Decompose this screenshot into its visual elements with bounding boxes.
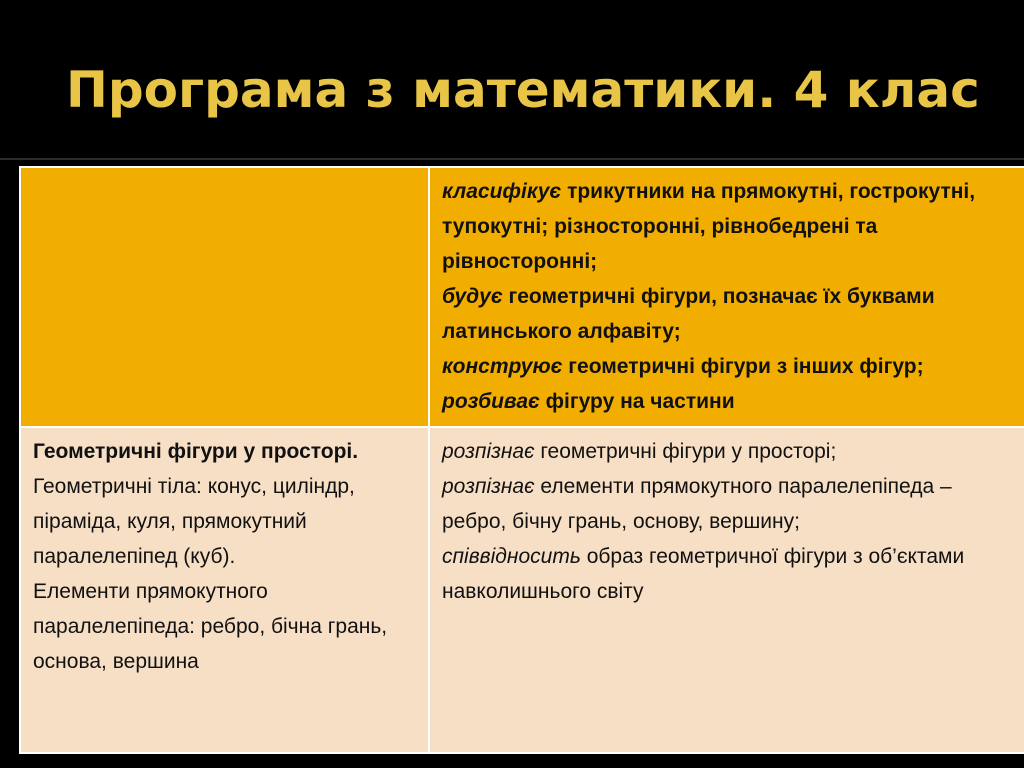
- outcome-text: геометричні фігури, позначає їх буквами латинського алфавіту;: [442, 285, 935, 343]
- outcome-line: [442, 434, 1020, 469]
- table-cell-outcomes: [429, 427, 1024, 753]
- table-cell-content: [20, 427, 429, 753]
- curriculum-table: [19, 166, 1024, 754]
- outcome-line: [442, 174, 1020, 279]
- topic-paragraph: Елементи прямокутного паралелепіпеда: ребро, бічна грань, основа, вершина: [33, 580, 388, 673]
- outcome-line: [442, 539, 1020, 609]
- outcome-text: елементи прямокутного паралелепіпеда – ребро, бічну грань, основу, вершину;: [442, 475, 952, 533]
- outcome-line: [442, 384, 1020, 419]
- outcome-text: трикутники на прямокутні, гострокутні, тупокутні; різносторонні, рівнобедрені та рівносторонні;: [442, 180, 976, 273]
- outcome-verb: розпізнає: [442, 475, 535, 498]
- outcome-text: образ геометричної фігури з об’єктами навколишнього світу: [442, 545, 965, 603]
- outcome-verb: конструює: [442, 355, 563, 378]
- topic-paragraph: Геометричні тіла: конус, циліндр, піраміда, куля, прямокутний паралелепіпед (куб).: [33, 475, 355, 568]
- outcome-verb: будує: [442, 285, 503, 308]
- outcome-verb: розбиває: [442, 390, 540, 413]
- outcome-verb: класифікує: [442, 180, 562, 203]
- outcome-text: геометричні фігури у просторі;: [534, 440, 837, 463]
- outcome-verb: розпізнає: [442, 440, 535, 463]
- outcome-line: [442, 469, 1020, 539]
- slide-title: Програма з математики. 4 клас: [66, 61, 980, 119]
- title-bar: [0, 0, 1024, 158]
- topic-heading: Геометричні фігури у просторі.: [33, 440, 359, 463]
- table-cell-outcomes: [429, 167, 1024, 427]
- table-row: [20, 167, 1024, 427]
- outcome-line: [442, 349, 1020, 384]
- outcome-text: фігуру на частини: [539, 390, 735, 413]
- outcome-verb: співвідносить: [442, 545, 581, 568]
- table-cell-content-empty: [20, 167, 429, 427]
- outcome-text: геометричні фігури з інших фігур;: [562, 355, 924, 378]
- table-row: [20, 427, 1024, 753]
- outcome-line: [442, 279, 1020, 349]
